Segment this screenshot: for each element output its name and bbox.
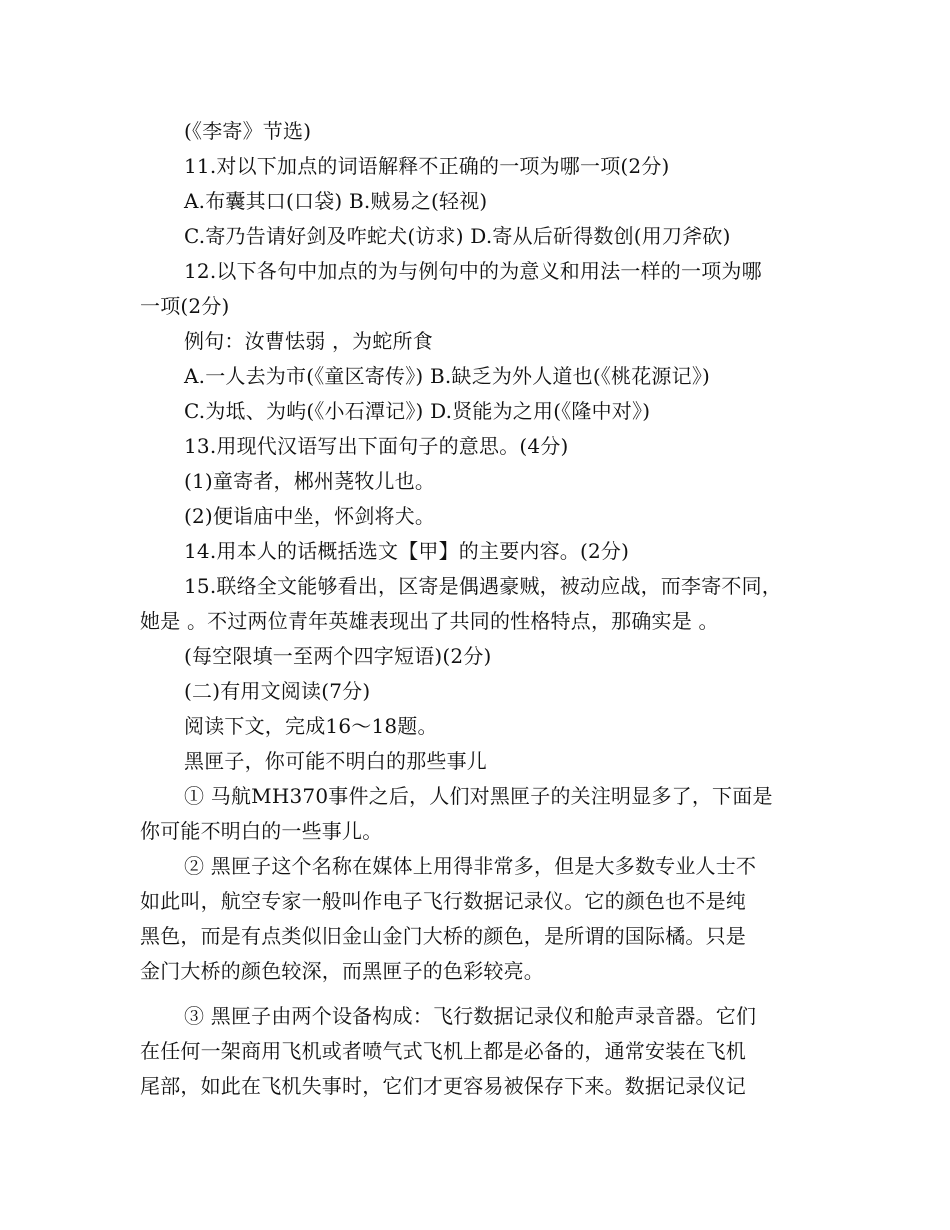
q13-item-1: (1)童寄者，郴州荛牧儿也。 <box>184 469 436 493</box>
article-title: 黑匣子，你可能不明白的那些事儿 <box>184 749 487 773</box>
paragraph-2: ② 黑匣子这个名称在媒体上用得非常多，但是大多数专业人士不 <box>184 854 757 878</box>
paragraph-1: ① 马航MH370事件之后，人们对黑匣子的关注明显多了，下面是 <box>184 784 773 808</box>
paragraph-2-cont: 如此叫，航空专家一般叫作电子飞行数据记录仪。它的颜色也不是纯 <box>140 889 746 913</box>
paragraph-3-cont: 尾部，如此在飞机失事时，它们才更容易被保存下来。数据记录仪记 <box>140 1074 746 1098</box>
section-heading: (二)有用文阅读(7分) <box>184 679 371 703</box>
q12-example: 例句：汝曹怯弱 ，为蛇所食 <box>184 329 433 353</box>
q11-options-cd: C.寄乃告请好剑及咋蛇犬(访求) D.寄从后斫得数创(用刀斧砍) <box>184 224 731 248</box>
question-12: 12.以下各句中加点的为与例句中的为意义和用法一样的一项为哪 <box>184 259 762 283</box>
q12-options-ab: A.一人去为市(《童区寄传》) B.缺乏为外人道也(《桃花源记》) <box>184 364 711 388</box>
question-13: 13.用现代汉语写出下面句子的意思。(4分) <box>184 434 569 458</box>
source-note: (《李寄》节选) <box>184 119 312 143</box>
q13-item-2: (2)便诣庙中坐，怀剑将犬。 <box>184 504 436 528</box>
question-15-note: (每空限填一至两个四字短语)(2分) <box>184 644 492 668</box>
question-15: 15.联络全文能够看出，区寄是偶遇豪贼，被动应战，而李寄不同， <box>184 574 783 598</box>
paragraph-2-cont: 金门大桥的颜色较深，而黑匣子的色彩较亮。 <box>140 959 544 983</box>
paragraph-1-cont: 你可能不明白的一些事儿。 <box>140 819 383 843</box>
q11-options-ab: A.布囊其口(口袋) B.贼易之(轻视) <box>184 189 488 213</box>
question-11: 11.对以下加点的词语解释不正确的一项为哪一项(2分) <box>184 154 670 178</box>
question-14: 14.用本人的话概括选文【甲】的主要内容。(2分) <box>184 539 630 563</box>
question-15-cont: 她是 。不过两位青年英雄表现出了共同的性格特点，那确实是 。 <box>140 609 719 633</box>
question-12-cont: 一项(2分) <box>140 294 230 318</box>
reading-instruction: 阅读下文，完成16～18题。 <box>184 714 438 738</box>
paragraph-3: ③ 黑匣子由两个设备构成：飞行数据记录仪和舱声录音器。它们 <box>184 1004 757 1028</box>
paragraph-3-cont: 在任何一架商用飞机或者喷气式飞机上都是必备的，通常安装在飞机 <box>140 1039 746 1063</box>
paragraph-2-cont: 黑色，而是有点类似旧金山金门大桥的颜色，是所谓的国际橘。只是 <box>140 924 746 948</box>
q12-options-cd: C.为坻、为屿(《小石潭记》) D.贤能为之用(《隆中对》) <box>184 399 651 423</box>
